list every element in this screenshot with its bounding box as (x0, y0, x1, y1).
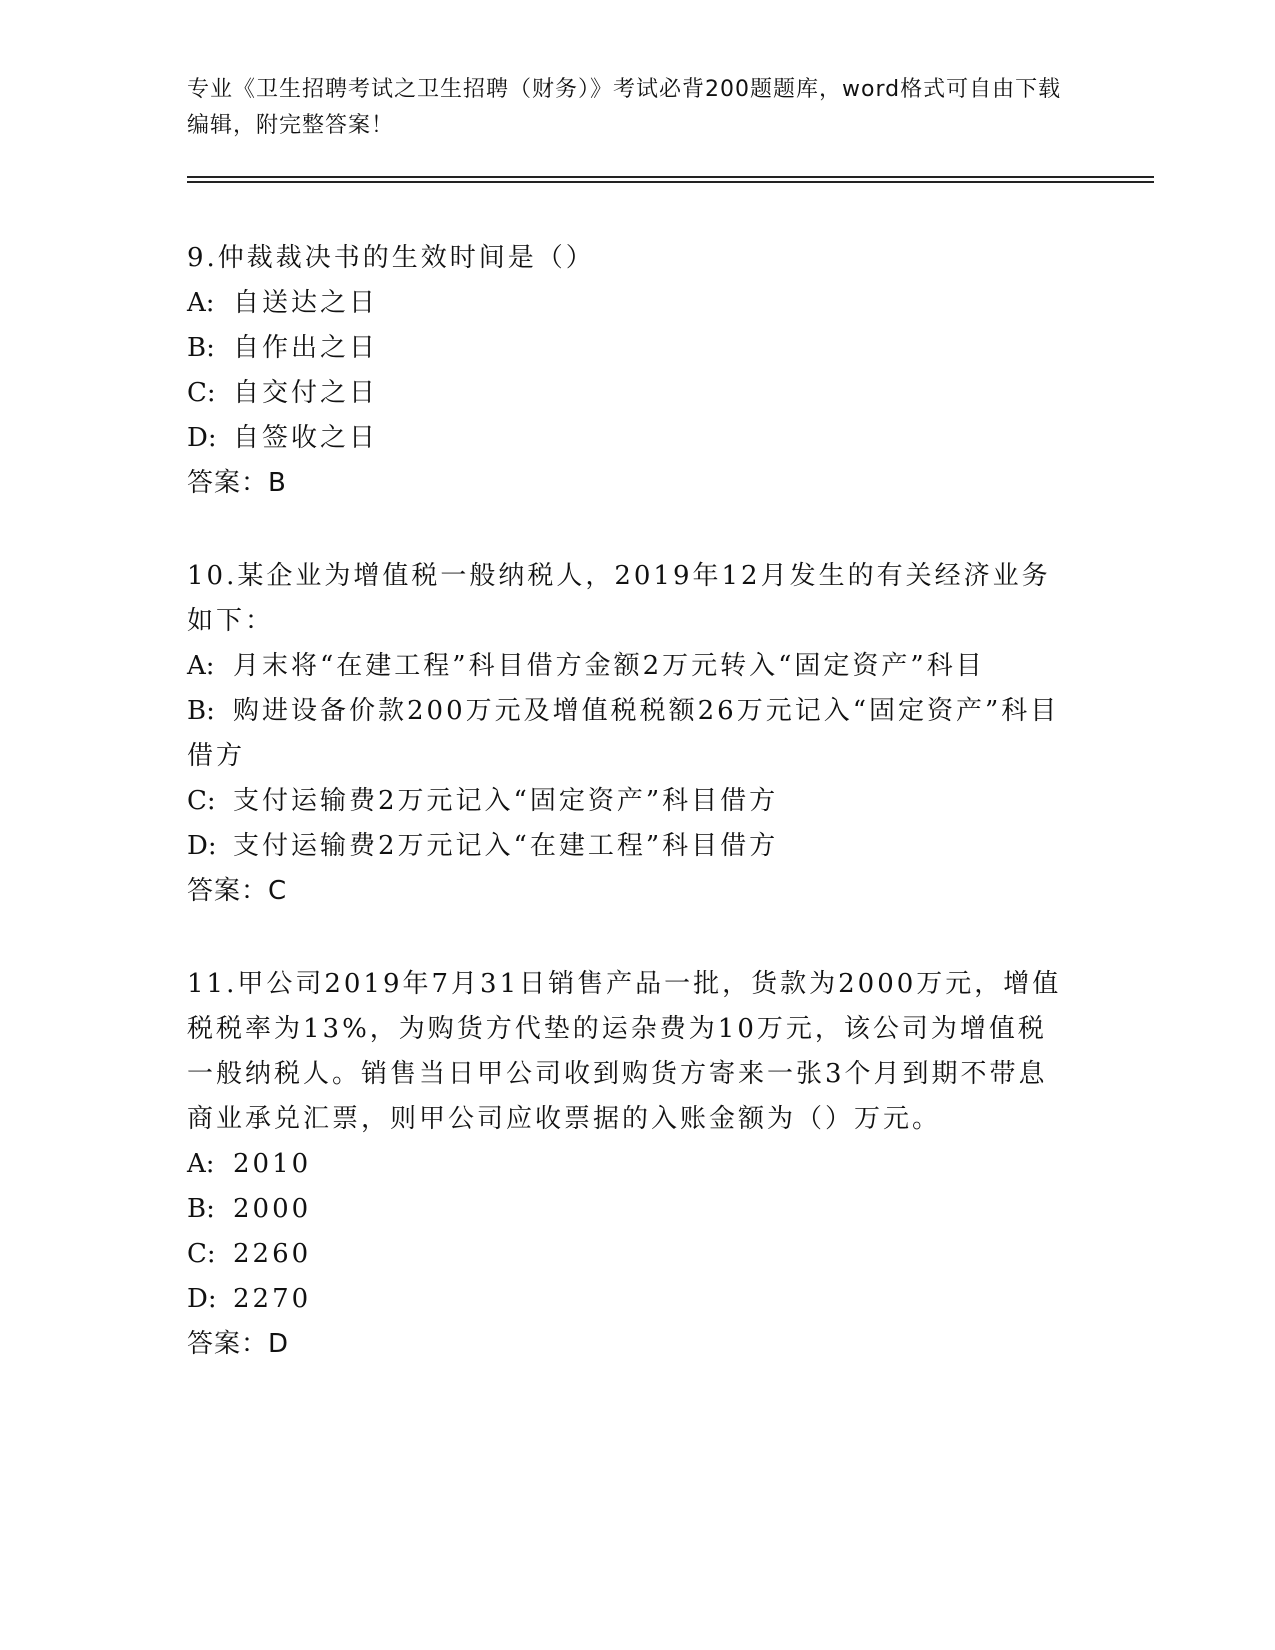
option-letter: C: (187, 378, 216, 408)
option-letter: A: (187, 651, 215, 681)
option-letter: A: (187, 288, 215, 318)
option-a (187, 644, 1067, 689)
option-text: 支付运输费2万元记入“在建工程”科目借方 (233, 831, 779, 861)
header-divider-bottom (187, 181, 1154, 183)
option-letter: B: (187, 333, 215, 363)
question-text: 10.某企业为增值税一般纳税人，2019年12月发生的有关经济业务如下： (187, 561, 1051, 636)
header-divider-top (187, 176, 1154, 178)
document-header: 专业《卫生招聘考试之卫生招聘（财务）》考试必背200题题库，word格式可自由下载编辑，附完整答案！ (187, 77, 1062, 138)
option-c (187, 1232, 1067, 1277)
option-text: 2270 (233, 1284, 312, 1314)
option-letter: D: (187, 423, 217, 453)
option-c (187, 779, 1067, 824)
question-11 (187, 962, 1067, 1367)
question-text: 9.仲裁裁决书的生效时间是（） (187, 243, 595, 273)
option-text: 2260 (233, 1239, 312, 1269)
question-9 (187, 236, 1067, 506)
option-letter: A: (187, 1149, 215, 1179)
option-a (187, 1142, 1067, 1187)
option-d (187, 1277, 1067, 1322)
option-text: 月末将“在建工程”科目借方金额2万元转入“固定资产”科目 (233, 651, 985, 681)
option-text: 自交付之日 (233, 378, 379, 408)
option-text: 支付运输费2万元记入“固定资产”科目借方 (233, 786, 779, 816)
question-text: 11.甲公司2019年7月31日销售产品一批，货款为2000万元，增值税税率为13%，为购货方代垫的运杂费为10万元，该公司为增值税一般纳税人。销售当日甲公司收到购货方寄来一张3个月到期不带息商业承兑汇票，则甲公司应收票据的入账金额为（）万元。 (187, 969, 1062, 1134)
option-text: 自作出之日 (233, 333, 379, 363)
answer-line: 答案：D (187, 1329, 290, 1359)
option-text: 自签收之日 (233, 423, 379, 453)
option-c (187, 371, 1067, 416)
option-d (187, 824, 1067, 869)
option-a (187, 281, 1067, 326)
option-b (187, 689, 1067, 779)
question-10 (187, 554, 1067, 914)
option-letter: B: (187, 696, 215, 726)
answer-line: 答案：C (187, 876, 288, 906)
option-letter: D: (187, 1284, 217, 1314)
option-d (187, 416, 1067, 461)
option-letter: C: (187, 1239, 216, 1269)
option-text: 2010 (233, 1149, 312, 1179)
option-b (187, 1187, 1067, 1232)
option-letter: B: (187, 1194, 215, 1224)
option-text: 2000 (233, 1194, 312, 1224)
question-list (187, 236, 1067, 1415)
option-text: 自送达之日 (233, 288, 379, 318)
option-text: 购进设备价款200万元及增值税税额26万元记入“固定资产”科目借方 (187, 696, 1060, 771)
option-b (187, 326, 1067, 371)
answer-line: 答案：B (187, 468, 287, 498)
option-letter: C: (187, 786, 216, 816)
option-letter: D: (187, 831, 217, 861)
